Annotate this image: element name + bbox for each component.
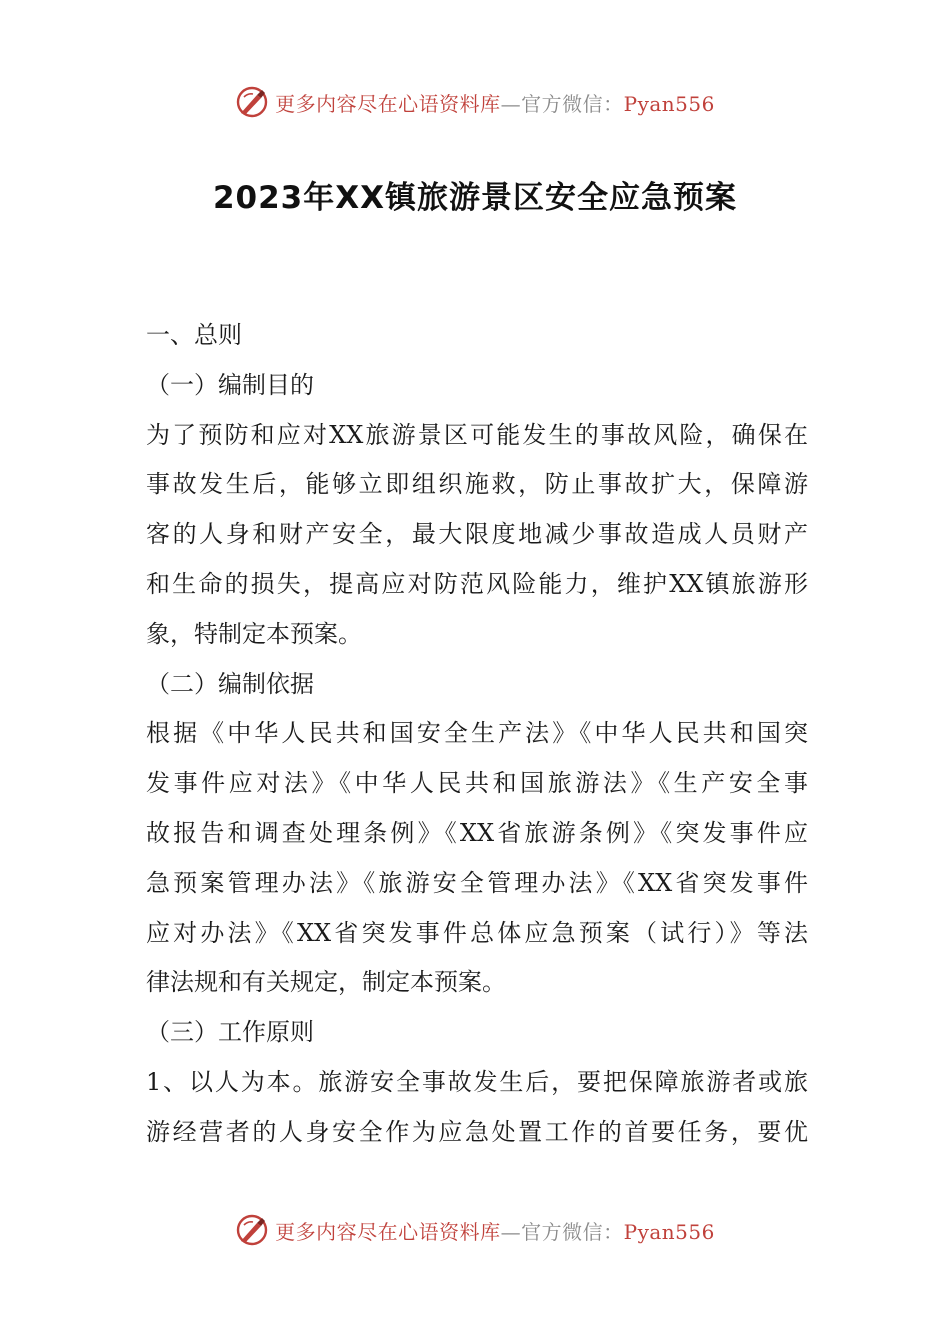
banner-text bbox=[275, 1216, 715, 1245]
subsection-heading: （二）编制依据 bbox=[146, 669, 314, 698]
paragraph-line: 根据《中华人民共和国安全生产法》《中华人民共和国突 bbox=[146, 719, 808, 748]
paragraph-line: 游经营者的人身安全作为应急处置工作的首要任务，要优 bbox=[146, 1117, 808, 1146]
banner-text bbox=[275, 88, 715, 117]
banner-dash: — bbox=[500, 1219, 522, 1244]
section-heading: 一、总则 bbox=[146, 321, 242, 349]
paragraph-line: 和生命的损失，提高应对防范风险能力，维护XX镇旅游形 bbox=[146, 569, 808, 598]
footer-banner bbox=[0, 1210, 950, 1250]
header-banner bbox=[0, 82, 950, 122]
pen-logo-icon bbox=[235, 85, 269, 119]
paragraph-line: 客的人身和财产安全，最大限度地减少事故造成人员财产 bbox=[146, 520, 808, 549]
banner-main-text: 更多内容尽在心语资料库 bbox=[275, 91, 501, 116]
document-body bbox=[146, 311, 808, 1158]
paragraph-line: 发事件应对法》《中华人民共和国旅游法》《生产安全事 bbox=[146, 769, 808, 798]
paragraph-line: 1、以人为本。旅游安全事故发生后，要把保障旅游者或旅 bbox=[146, 1067, 808, 1096]
subsection-heading: （三）工作原则 bbox=[146, 1018, 314, 1047]
banner-wechat-label: 官方微信： bbox=[521, 91, 624, 116]
paragraph-line: 律法规和有关规定，制定本预案。 bbox=[146, 968, 506, 997]
page-title: 2023年XX镇旅游景区安全应急预案 bbox=[212, 180, 738, 216]
banner-dash: — bbox=[500, 91, 522, 116]
paragraph-line: 为了预防和应对XX旅游景区可能发生的事故风险，确保在 bbox=[146, 420, 808, 449]
subsection-heading: （一）编制目的 bbox=[146, 370, 314, 399]
banner-main-text: 更多内容尽在心语资料库 bbox=[275, 1219, 501, 1244]
pen-logo-icon bbox=[235, 1213, 269, 1247]
banner-wechat-label: 官方微信： bbox=[521, 1219, 624, 1244]
paragraph-line: 故报告和调查处理条例》《XX省旅游条例》《突发事件应 bbox=[146, 818, 808, 847]
paragraph-line: 急预案管理办法》《旅游安全管理办法》《XX省突发事件 bbox=[146, 868, 808, 897]
paragraph-line: 象，特制定本预案。 bbox=[146, 619, 362, 648]
banner-account: Pyan556 bbox=[623, 91, 715, 116]
paragraph-line: 应对办法》《XX省突发事件总体应急预案（试行）》等法 bbox=[146, 918, 808, 947]
paragraph-line: 事故发生后，能够立即组织施救，防止事故扩大，保障游 bbox=[146, 470, 808, 499]
banner-account: Pyan556 bbox=[623, 1219, 715, 1244]
